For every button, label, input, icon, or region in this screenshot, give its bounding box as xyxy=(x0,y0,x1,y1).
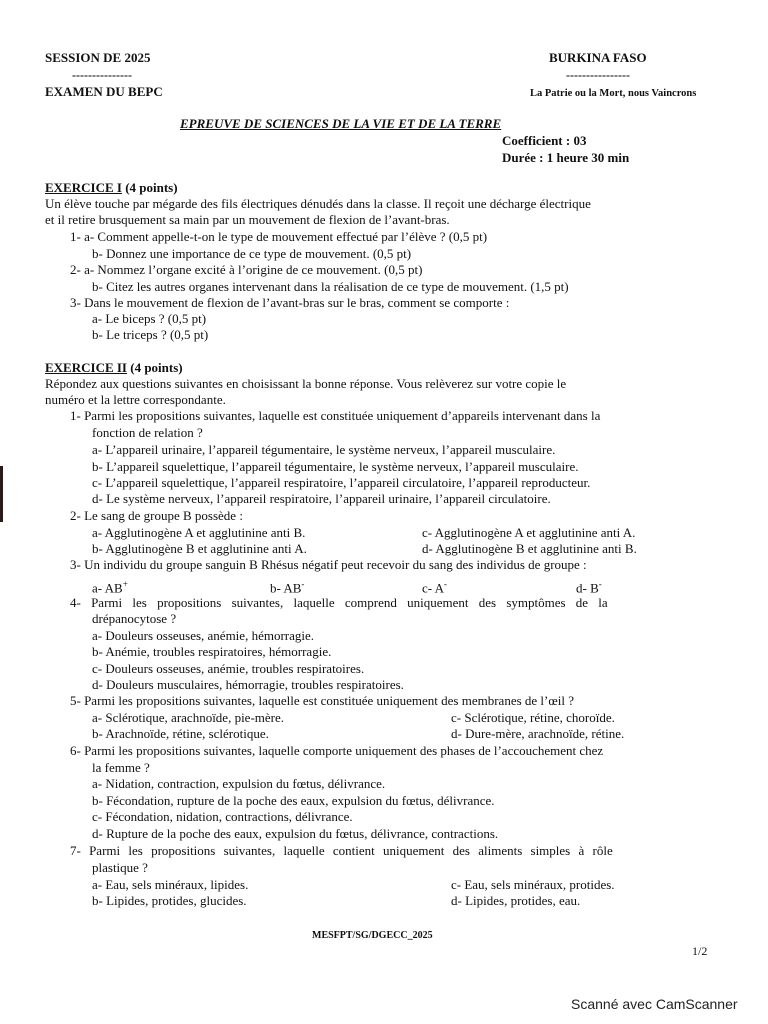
ex2-q1-option-a: a- L’appareil urinaire, l’appareil tégumentaire, le système nerveux, l’appareil musculaire. xyxy=(92,442,556,457)
ex2-q2-option-c: c- Agglutinogène A et agglutinine anti A. xyxy=(422,525,636,540)
header-dash-left: --------------- xyxy=(72,68,132,82)
exercise-2-title: EXERCICE II xyxy=(45,360,127,375)
exercise-1-title: EXERCICE I xyxy=(45,180,122,195)
ex2-q1-option-c: c- L’appareil squelettique, l’appareil respiratoire, l’appareil circulatoire, l’appareil reproducteur. xyxy=(92,475,591,490)
ex2-q5-option-d: d- Dure-mère, arachnoïde, rétine. xyxy=(451,726,625,741)
ex2-q5-option-a: a- Sclérotique, arachnoïde, pie-mère. xyxy=(92,710,285,725)
exercise-2-points: (4 points) xyxy=(130,360,183,375)
header-dash-right: ---------------- xyxy=(566,68,630,82)
exam-title: EPREUVE DE SCIENCES DE LA VIE ET DE LA TERRE xyxy=(180,116,502,131)
exercise-2-intro-line1: Répondez aux questions suivantes en choisissant la bonne réponse. Vous relèverez sur votre copie le xyxy=(45,376,567,391)
ex2-q7-option-d: d- Lipides, protides, eau. xyxy=(451,893,581,908)
session-label: SESSION DE 2025 xyxy=(45,50,151,65)
ex1-question-3a: a- Le biceps ? (0,5 pt) xyxy=(92,311,207,326)
national-motto: La Patrie ou la Mort, nous Vaincrons xyxy=(530,88,697,99)
ex2-question-6: 6- Parmi les propositions suivantes, laquelle comporte uniquement des phases de l’accouchement chez xyxy=(70,743,604,758)
ex1-question-1a: 1- a- Comment appelle-t-on le type de mouvement effectué par l’élève ? (0,5 pt) xyxy=(70,229,488,244)
ex2-q4-option-a: a- Douleurs osseuses, anémie, hémorragie. xyxy=(92,628,315,643)
ex1-question-3b: b- Le triceps ? (0,5 pt) xyxy=(92,327,209,342)
camscanner-watermark: Scanné avec CamScanner xyxy=(571,996,738,1012)
exercise-1-intro-line1: Un élève touche par mégarde des fils électriques dénudés dans la classe. Il reçoit une décharge électrique xyxy=(45,196,591,211)
ex2-q1-option-b: b- L’appareil squelettique, l’appareil tégumentaire, le système nerveux, l’appareil musculaire. xyxy=(92,459,579,474)
ex2-q5-option-c: c- Sclérotique, rétine, choroïde. xyxy=(451,710,615,725)
ex2-q6-option-d: d- Rupture de la poche des eaux, expulsion du fœtus, délivrance, contractions. xyxy=(92,826,499,841)
ex2-question-1: 1- Parmi les propositions suivantes, laquelle est constituée uniquement d’appareils intervenant dans la xyxy=(70,408,601,423)
ex2-q2-option-b: b- Agglutinogène B et agglutinine anti A. xyxy=(92,541,307,556)
ex2-question-2: 2- Le sang de groupe B possède : xyxy=(70,508,243,523)
ex1-question-1b: b- Donnez une importance de ce type de mouvement. (0,5 pt) xyxy=(92,246,412,261)
ex2-question-4: 4- Parmi les propositions suivantes, laquelle comprend uniquement des symptômes de la xyxy=(70,595,608,610)
ex1-question-2a: 2- a- Nommez l’organe excité à l’origine de ce mouvement. (0,5 pt) xyxy=(70,262,423,277)
ex2-question-6-cont: la femme ? xyxy=(92,760,150,775)
ex2-q7-option-b: b- Lipides, protides, glucides. xyxy=(92,893,247,908)
ex2-q3-option-a: a- AB+ xyxy=(92,579,128,596)
ex2-question-7-cont: plastique ? xyxy=(92,860,148,875)
exercise-2-intro-line2: numéro et la lettre correspondante. xyxy=(45,392,226,407)
ex2-q6-option-a: a- Nidation, contraction, expulsion du fœtus, délivrance. xyxy=(92,776,386,791)
ex2-question-4-cont: drépanocytose ? xyxy=(92,611,177,626)
ex2-q2-option-d: d- Agglutinogène B et agglutinine anti B. xyxy=(422,541,637,556)
exercise-1-points: (4 points) xyxy=(125,180,178,195)
ex2-q4-option-d: d- Douleurs musculaires, hémorragie, troubles respiratoires. xyxy=(92,677,404,692)
ex2-question-7: 7- Parmi les propositions suivantes, laquelle contient uniquement des aliments simples à rôle xyxy=(70,843,613,858)
ex2-q6-option-c: c- Fécondation, nidation, contractions, délivrance. xyxy=(92,809,353,824)
ex2-q3-option-c: c- A- xyxy=(422,579,448,596)
ex2-q1-option-d: d- Le système nerveux, l’appareil respiratoire, l’appareil urinaire, l’appareil circulatoire. xyxy=(92,491,551,506)
ex2-q5-option-b: b- Arachnoïde, rétine, sclérotique. xyxy=(92,726,269,741)
ex2-q7-option-c: c- Eau, sels minéraux, protides. xyxy=(451,877,615,892)
ex2-q3-option-b: b- AB- xyxy=(270,579,305,596)
duration: Durée : 1 heure 30 min xyxy=(502,150,630,165)
exercise-1-heading xyxy=(45,180,178,196)
ex2-q2-option-a: a- Agglutinogène A et agglutinine anti B. xyxy=(92,525,306,540)
ex2-q6-option-b: b- Fécondation, rupture de la poche des eaux, expulsion du fœtus, délivrance. xyxy=(92,793,495,808)
ex2-question-5: 5- Parmi les propositions suivantes, laquelle est constituée uniquement des membranes de l’œil ? xyxy=(70,693,574,708)
ex1-question-2b: b- Citez les autres organes intervenant dans la réalisation de ce type de mouvement. (1,5 pt) xyxy=(92,279,569,294)
exercise-1-intro-line2: et il retire brusquement sa main par un mouvement de flexion de l’avant-bras. xyxy=(45,212,450,227)
scan-edge-mark xyxy=(0,466,3,522)
ex2-q4-option-c: c- Douleurs osseuses, anémie, troubles respiratoires. xyxy=(92,661,365,676)
ex2-q7-option-a: a- Eau, sels minéraux, lipides. xyxy=(92,877,249,892)
exam-label: EXAMEN DU BEPC xyxy=(45,84,163,99)
coefficient: Coefficient : 03 xyxy=(502,133,587,148)
exercise-2-heading xyxy=(45,360,183,376)
document-code: MESFPT/SG/DGECC_2025 xyxy=(312,930,433,941)
ex2-q4-option-b: b- Anémie, troubles respiratoires, hémorragie. xyxy=(92,644,332,659)
country-label: BURKINA FASO xyxy=(549,50,647,65)
page-number: 1/2 xyxy=(692,944,708,958)
ex2-q3-option-d: d- B- xyxy=(576,579,602,596)
ex2-question-3: 3- Un individu du groupe sanguin B Rhésus négatif peut recevoir du sang des individus de groupe : xyxy=(70,557,587,572)
ex2-question-1-cont: fonction de relation ? xyxy=(92,425,203,440)
ex1-question-3: 3- Dans le mouvement de flexion de l’avant-bras sur le bras, comment se comporte : xyxy=(70,295,510,310)
